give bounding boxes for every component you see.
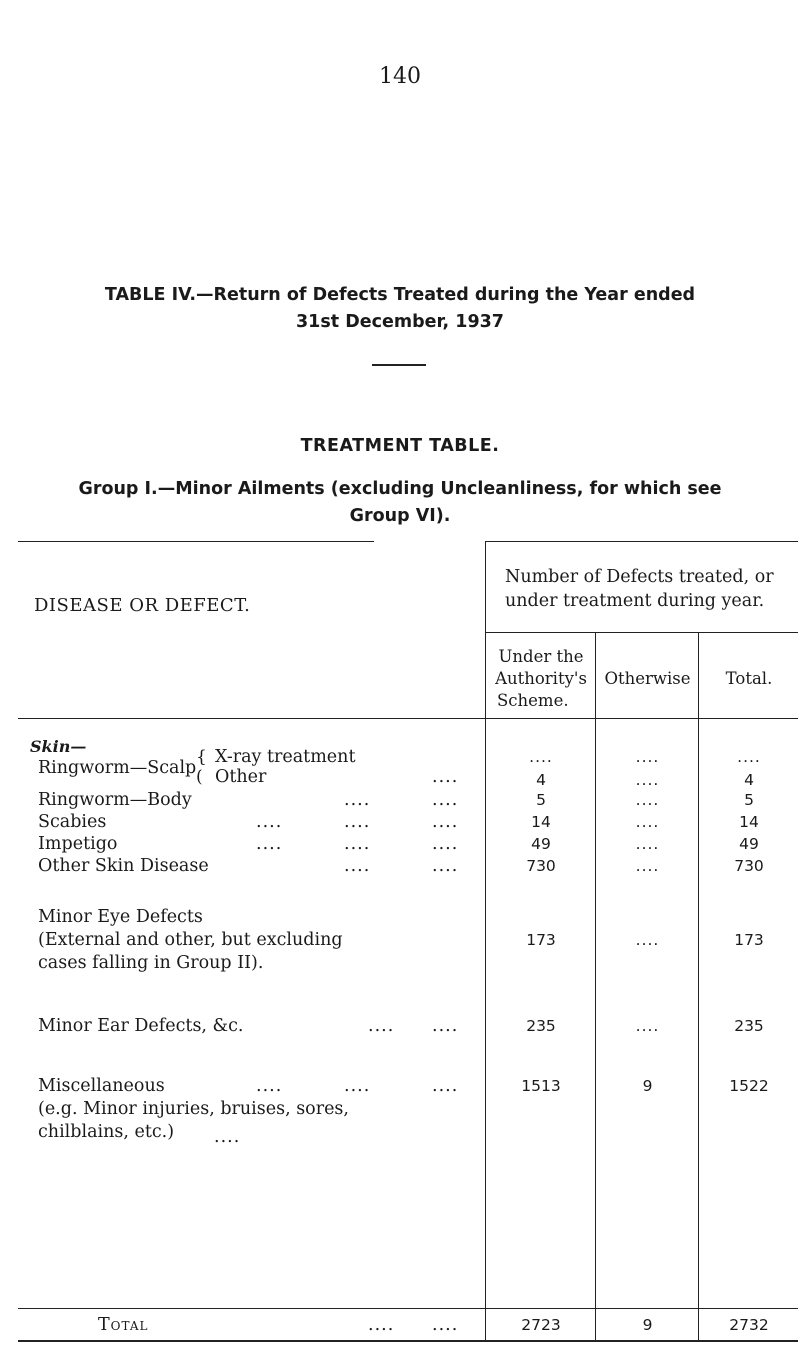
- ear-total: 235: [734, 1017, 764, 1035]
- total-total: 2732: [729, 1316, 769, 1334]
- eye-label-line-1: Minor Eye Defects: [38, 907, 203, 927]
- scalp-other-otherwise: ....: [635, 771, 660, 789]
- ringworm-scalp-brace: { (: [196, 747, 207, 787]
- xray-treatment-label: X-ray treatment: [215, 747, 356, 767]
- scalp-other-label: Other: [215, 767, 267, 787]
- ringworm-body-authority: 5: [536, 791, 546, 809]
- misc-authority: 1513: [521, 1077, 561, 1095]
- ringworm-body-otherwise: ....: [635, 791, 660, 809]
- treatment-heading: TREATMENT TABLE.: [300, 436, 500, 456]
- ear-dots-2: ....: [432, 1016, 459, 1036]
- otherwise-column-header: Otherwise: [604, 669, 691, 688]
- title-line-2: 31st December, 1937: [295, 312, 504, 332]
- scabies-dots-1: ....: [256, 812, 283, 832]
- scabies-total: 14: [739, 813, 759, 831]
- subheader-rule: [485, 632, 798, 633]
- scalp-other-authority: 4: [536, 771, 546, 789]
- ear-dots-1: ....: [368, 1016, 395, 1036]
- scabies-label: Scabies: [38, 812, 107, 832]
- total-authority: 2723: [521, 1316, 561, 1334]
- disease-column-header: DISEASE OR DEFECT.: [34, 595, 251, 616]
- misc-dots-4: ....: [214, 1127, 241, 1147]
- table-bottom-rule: [18, 1340, 798, 1342]
- number-header-line-2: under treatment during year.: [505, 591, 765, 611]
- scabies-dots-2: ....: [344, 812, 371, 832]
- scabies-authority: 14: [531, 813, 551, 831]
- column-divider-2: [595, 632, 596, 1341]
- scalp-other-dots: ....: [432, 767, 459, 787]
- header-bottom-rule: [18, 718, 798, 719]
- column-divider-1: [485, 541, 486, 1341]
- other-skin-otherwise: ....: [635, 857, 660, 875]
- group-line-2: Group VI).: [349, 506, 451, 526]
- scabies-otherwise: ....: [635, 813, 660, 831]
- authority-column-header: [487, 646, 595, 712]
- total-top-rule: [18, 1308, 798, 1309]
- ear-authority: 235: [526, 1017, 556, 1035]
- other-skin-dots-2: ....: [432, 856, 459, 876]
- impetigo-dots-3: ....: [432, 834, 459, 854]
- impetigo-authority: 49: [531, 835, 551, 853]
- group-line-1: Group I.—Minor Ailments (excluding Uncleanliness, for which see: [78, 479, 722, 499]
- total-otherwise: 9: [642, 1316, 653, 1334]
- column-divider-3: [698, 632, 699, 1341]
- authority-header-line-1: Under the: [498, 647, 584, 666]
- scalp-other-total: 4: [744, 771, 754, 789]
- misc-label-line-3: chilblains, etc.): [38, 1122, 175, 1142]
- page-number: 140: [379, 64, 421, 89]
- other-skin-total: 730: [734, 857, 764, 875]
- ringworm-body-label: Ringworm—Body: [38, 790, 192, 810]
- ringworm-scalp-label: Ringworm—Scalp: [38, 758, 197, 778]
- other-skin-dots-1: ....: [344, 856, 371, 876]
- total-dots-2: ....: [432, 1315, 459, 1335]
- title-divider: [372, 364, 426, 366]
- xray-otherwise: ....: [635, 748, 660, 766]
- ringworm-body-dots-2: ....: [432, 790, 459, 810]
- impetigo-dots-2: ....: [344, 834, 371, 854]
- misc-label-line-1: Miscellaneous: [38, 1076, 165, 1096]
- number-header-line-1: Number of Defects treated, or: [505, 567, 774, 587]
- total-label: Total: [98, 1315, 149, 1335]
- ringworm-body-dots-1: ....: [344, 790, 371, 810]
- xray-authority: ....: [529, 748, 553, 766]
- eye-authority: 173: [526, 931, 556, 949]
- authority-header-line-2: Authority's: [495, 669, 587, 688]
- authority-header-line-3: Scheme.: [497, 691, 569, 710]
- total-column-header: Total.: [725, 669, 773, 688]
- other-skin-authority: 730: [526, 857, 556, 875]
- misc-dots-1: ....: [256, 1076, 283, 1096]
- scabies-dots-3: ....: [432, 812, 459, 832]
- eye-label-line-2: (External and other, but excluding: [38, 930, 343, 950]
- misc-dots-2: ....: [344, 1076, 371, 1096]
- ringworm-body-total: 5: [744, 791, 754, 809]
- total-dots-1: ....: [368, 1315, 395, 1335]
- eye-otherwise: ....: [635, 931, 660, 949]
- misc-dots-3: ....: [432, 1076, 459, 1096]
- xray-total: ....: [737, 748, 761, 766]
- table-title: [0, 282, 800, 336]
- impetigo-label: Impetigo: [38, 834, 118, 854]
- title-line-1: TABLE IV.—Return of Defects Treated during the Year ended: [104, 285, 696, 305]
- misc-otherwise: 9: [642, 1077, 653, 1095]
- other-skin-label: Other Skin Disease: [38, 856, 209, 876]
- table-top-rule-right: [485, 541, 798, 542]
- table-top-rule: [18, 541, 374, 542]
- group-heading: [0, 476, 800, 530]
- ear-otherwise: ....: [635, 1017, 660, 1035]
- misc-label-line-2: (e.g. Minor injuries, bruises, sores,: [38, 1099, 349, 1119]
- ear-label: Minor Ear Defects, &c.: [38, 1016, 244, 1036]
- impetigo-dots-1: ....: [256, 834, 283, 854]
- skin-label: Skin—: [30, 737, 87, 756]
- impetigo-otherwise: ....: [635, 835, 660, 853]
- misc-total: 1522: [729, 1077, 769, 1095]
- impetigo-total: 49: [739, 835, 759, 853]
- eye-label-line-3: cases falling in Group II).: [38, 953, 264, 973]
- eye-total: 173: [734, 931, 764, 949]
